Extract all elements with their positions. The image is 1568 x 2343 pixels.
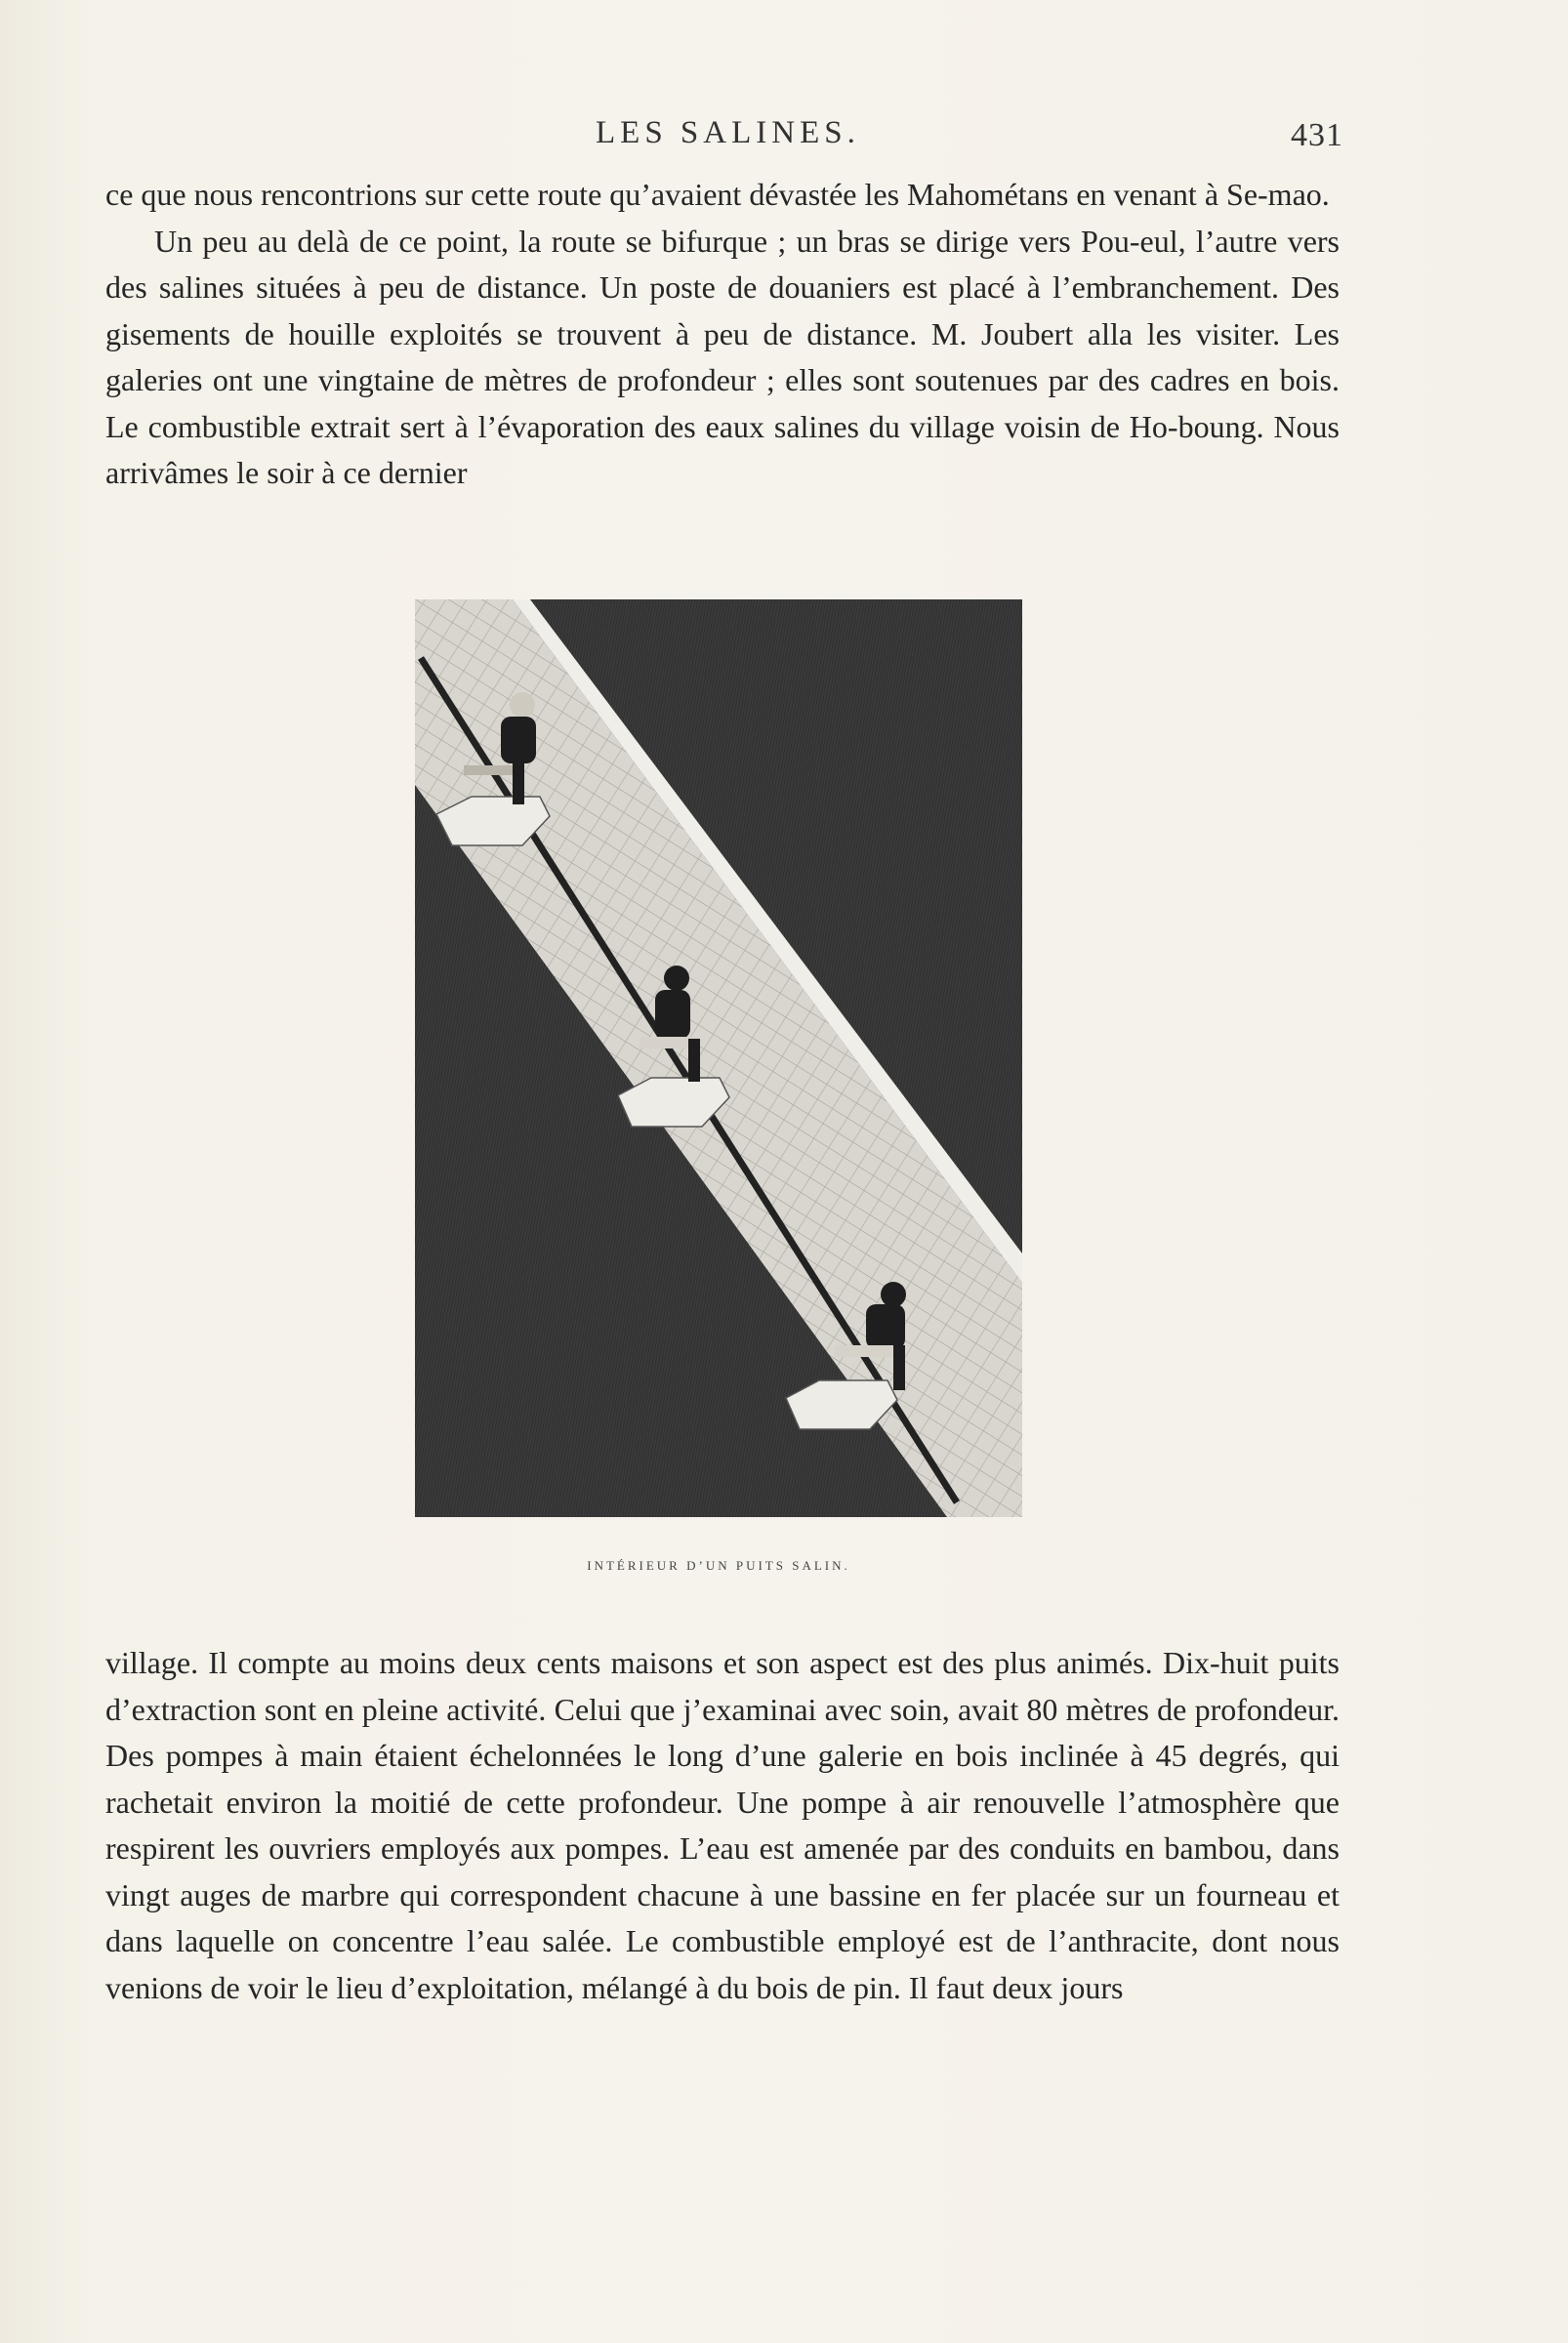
paragraph: Un peu au delà de ce point, la route se bifurque ; un bras se dirige vers Pou-eul, l’autre vers des salines situées à peu de distance. Un poste de douaniers est placé à l’embranchement. Des gisements de houille exploités se trouvent à peu de distance. M. Joubert alla les visiter. Les galeries ont une vingtaine de mètres de profondeur ; elles sont soutenues par des cadres en bois. Le combustible extrait sert à l’évaporation des eaux salines du village voisin de Ho-boung. Nous arrivâmes le soir à ce dernier: [105, 223, 1340, 490]
running-title: LES SALINES.: [596, 115, 860, 150]
paragraph: ce que nous rencontrions sur cette route qu’avaient dévastée les Mahométans en venant à Se-mao.: [105, 177, 1330, 212]
page-number: 431: [1291, 117, 1343, 153]
engraving-illustration: [415, 599, 1022, 1517]
salt-well-engraving: [415, 599, 1022, 1517]
body-text-bottom: [105, 1640, 1340, 2011]
body-text-top: [105, 172, 1340, 497]
figure-caption: INTÉRIEUR D’UN PUITS SALIN.: [587, 1558, 850, 1573]
paragraph: village. Il compte au moins deux cents maisons et son aspect est des plus animés. Dix-huit puits d’extraction sont en pleine activité. Celui que j’examinai avec soin, avait 80 mètres de profondeur. Des pompes à main étaient échelonnées le long d’une galerie en bois inclinée à 45 degrés, qui rachetait environ la moitié de cette profondeur. Une pompe à air renouvelle l’atmosphère que respirent les ouvriers employés aux pompes. L’eau est amenée par des conduits en bambou, dans vingt auges de marbre qui correspondent chacune à une bassine en fer placée sur un fourneau et dans laquelle on concentre l’eau salée. Le combustible employé est de l’anthracite, dont nous venions de voir le lieu d’exploitation, mélangé à du bois de pin. Il faut deux jours: [105, 1645, 1340, 2005]
